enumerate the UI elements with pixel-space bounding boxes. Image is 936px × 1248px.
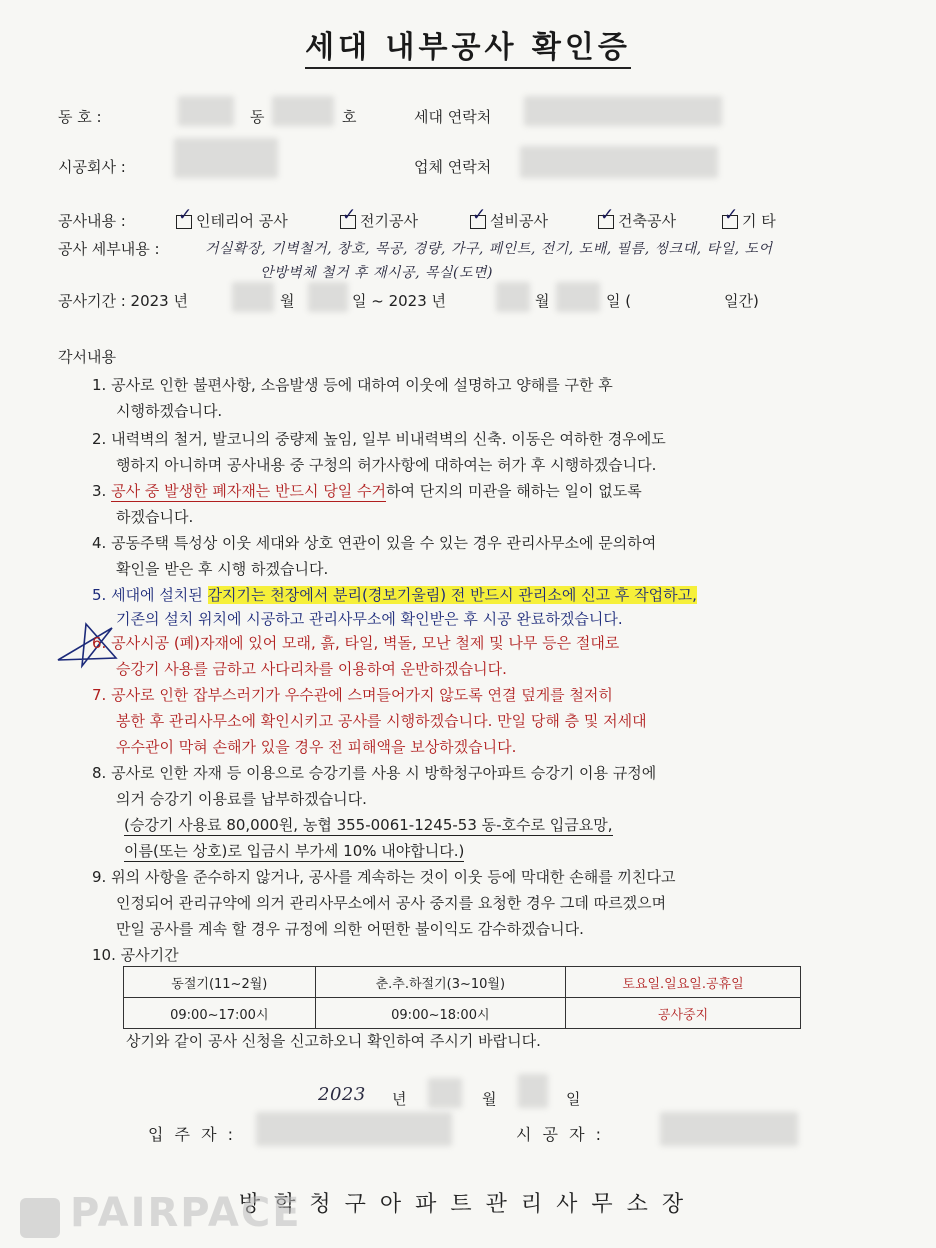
dongho-label: 동 호 : [58,108,102,126]
redacted-dong [178,96,234,126]
checkbox-icon: ✓ [722,215,738,229]
pledge-8c: (승강기 사용료 80,000원, 농협 355-0061-1245-53 동-호수로 입금요망, [124,816,613,834]
pledge-8d: 이름(또는 상호)로 입금시 부가세 10% 내야합니다.) [124,842,465,860]
office-signature: 방학청구아파트관리사무소장 [238,1192,698,1217]
table-row [124,998,801,1029]
redacted-end-month [496,282,530,312]
sign-day-unit: 일 [566,1090,581,1108]
redacted-contractor [174,138,278,178]
pledge-3-emphasis: 공사 중 발생한 폐자재는 반드시 당일 수거 [111,482,387,500]
check-interior: ✓ 인테리어 공사 [178,204,288,230]
pledge-3a: 3. 공사 중 발생한 폐자재는 반드시 당일 수거하여 단지의 미관을 해하는 일이 없도록 [92,482,642,500]
table-row [124,967,801,998]
pledge-4a: 4. 공동주택 특성상 이웃 세대와 상호 연관이 있을 수 있는 경우 관리사무소에 문의하여 [92,534,657,552]
check-electric: ✓ 전기공사 [342,204,418,230]
redacted-ho [272,96,334,126]
sign-month-unit: 월 [482,1090,497,1108]
pledge-4b: 확인을 받은 후 시행 하겠습니다. [116,560,329,578]
work-detail-label: 공사 세부내용 : [58,240,160,258]
checkbox-icon: ✓ [340,215,356,229]
day-range: 일 ~ 2023 년 [352,292,447,310]
work-content-label: 공사내용 : [58,212,126,230]
closing-text: 상기와 같이 공사 신청을 신고하오니 확인하여 주시기 바랍니다. [126,1032,541,1050]
check-plumbing: ✓ 설비공사 [472,204,548,230]
pledge-7c: 우수관이 막혀 손해가 있을 경우 전 피해액을 보상하겠습니다. [116,738,517,756]
check-construction: ✓ 건축공사 [600,204,676,230]
schedule-value-winter: 09:00~17:00시 [124,998,316,1029]
checkbox-icon: ✓ [598,215,614,229]
pledge-7b: 봉한 후 관리사무소에 확인시키고 공사를 시행하겠습니다. 만일 당해 층 및 저세대 [116,712,647,730]
company-contact-label: 업체 연락처 [414,158,492,176]
pledge-5-highlight: 감지기는 천장에서 분리(경보기울림) 전 반드시 관리소에 신고 후 작업하고, [207,586,697,604]
redacted-sign-month [428,1078,462,1108]
watermark-logo-icon [20,1198,60,1238]
work-detail-line2: 안방벽체 철거 후 재시공, 목실(도면) [260,265,494,281]
pledge-6a: 6. 공사시공 (폐)자재에 있어 모래, 흙, 타일, 벽돌, 모난 철제 및 나무 등은 절대로 [92,634,620,652]
redacted-end-day [556,282,600,312]
check-etc: ✓ 기 타 [724,204,776,230]
document-title: 세대 내부공사 확인증 [0,22,936,66]
schedule-value-spring-summer: 09:00~18:00시 [315,998,565,1029]
sign-year: 2023 [318,1084,366,1105]
redacted-start-month [232,282,274,312]
pledge-5a: 5. 세대에 설치된 감지기는 천장에서 분리(경보기울림) 전 반드시 관리소에 신고 후 작업하고, [92,586,697,604]
pledge-8a: 8. 공사로 인한 자재 등 이용으로 승강기를 사용 시 방학청구아파트 승강기 이용 규정에 [92,764,657,782]
pledge-9a: 9. 위의 사항을 준수하지 않거나, 공사를 계속하는 것이 이웃 등에 막대한 손해를 끼친다고 [92,868,676,886]
household-contact-label: 세대 연락처 [414,108,492,126]
watermark-text: PAIRPACE [70,1190,302,1236]
redacted-household-contact [524,96,722,126]
pledge-10: 10. 공사기간 [92,946,179,964]
pledge-7a: 7. 공사로 인한 잡부스러기가 우수관에 스며들어가지 않도록 연결 덮게를 철저히 [92,686,613,704]
pledge-9b: 인정되어 관리규약에 의거 관리사무소에서 공사 중지를 요청한 경우 그데 따르겠으며 [116,894,667,912]
schedule-header-spring-summer: 춘.추.하절기(3~10월) [315,967,565,998]
period-label: 공사기간 : 2023 년 [58,292,188,310]
pledge-1b: 시행하겠습니다. [116,402,223,420]
schedule-table [123,966,801,1029]
schedule-header-winter: 동절기(11~2월) [124,967,316,998]
redacted-start-day [308,282,348,312]
pledge-heading: 각서내용 [58,348,116,366]
redacted-company-contact [520,146,718,178]
checkbox-icon: ✓ [470,215,486,229]
schedule-value-weekend: 공사중지 [566,998,801,1029]
days-suffix: 일간) [724,292,759,310]
builder-label: 시 공 자 : [516,1125,605,1144]
contractor-label: 시공회사 : [58,158,126,176]
redacted-sign-day [518,1074,548,1108]
pledge-9c: 만일 공사를 계속 할 경우 규정에 의한 어떤한 불이익도 감수하겠습니다. [116,920,584,938]
day-open: 일 ( [606,292,632,310]
pledge-2a: 2. 내력벽의 철거, 발코니의 중량제 높임, 일부 비내력벽의 신축. 이동은 여하한 경우에도 [92,430,666,448]
checkbox-icon: ✓ [176,215,192,229]
dong-unit: 동 [250,108,265,126]
redacted-resident [256,1112,452,1146]
schedule-header-weekend: 토요일.일요일.공휴일 [566,967,801,998]
resident-label: 입 주 자 : [148,1125,237,1144]
work-detail-line1: 거실확장, 기벽철거, 창호, 목공, 경량, 가구, 페인트, 전기, 도배, 필름, 씽크대, 타일, 도어 [205,241,773,257]
redacted-builder [660,1112,798,1146]
pledge-8b: 의거 승강기 이용료를 납부하겠습니다. [116,790,367,808]
pledge-6b: 승강기 사용를 금하고 사다리차를 이용하여 운반하겠습니다. [116,660,507,678]
month-unit: 월 [280,292,295,310]
month-unit-2: 월 [535,292,550,310]
pledge-2b: 행하지 아니하며 공사내용 중 구청의 허가사항에 대하여는 허가 후 시행하겠습니다. [116,456,657,474]
pledge-3b: 하겠습니다. [116,508,194,526]
pledge-1a: 1. 공사로 인한 불편사항, 소음발생 등에 대하여 이웃에 설명하고 양해를 구한 후 [92,376,613,394]
ho-unit: 호 [342,108,357,126]
pledge-5b: 기존의 설치 위치에 시공하고 관리사무소에 확인받은 후 시공 완료하겠습니다. [116,610,623,628]
sign-year-unit: 년 [392,1090,407,1108]
